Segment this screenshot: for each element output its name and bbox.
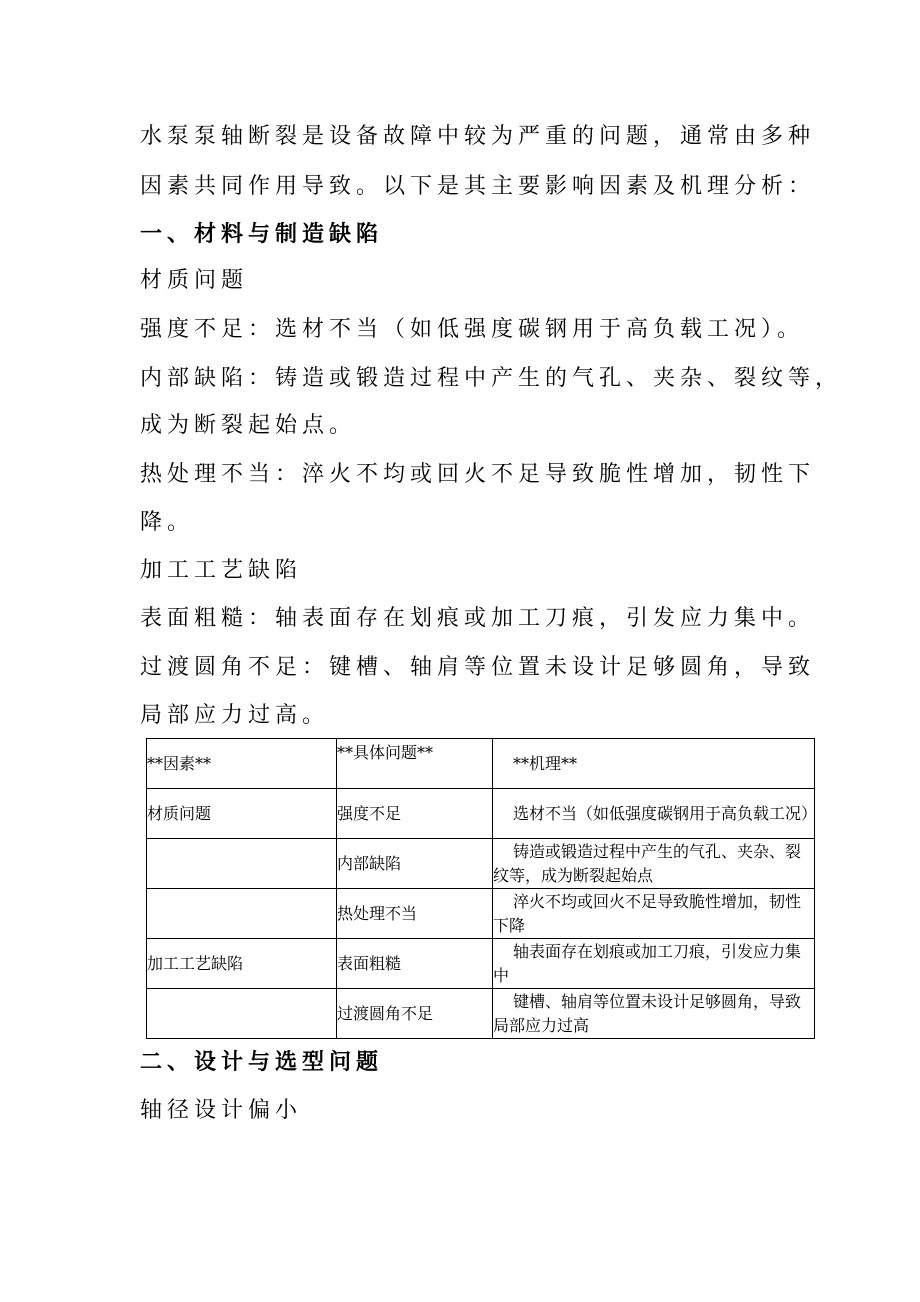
cell-factor bbox=[147, 989, 337, 1039]
cell-factor: 材质问题 bbox=[147, 789, 337, 839]
cell-factor bbox=[147, 889, 337, 939]
item-heat-treatment-line-2: 降。 bbox=[140, 510, 195, 535]
cell-issue: 强度不足 bbox=[337, 789, 493, 839]
header-factor: **因素** bbox=[147, 739, 337, 789]
intro-line-1: 水泵泵轴断裂是设备故障中较为严重的问题，通常由多种 bbox=[140, 124, 816, 149]
section-1-heading: 一、材料与制造缺陷 bbox=[140, 222, 384, 247]
item-fillet-line-1: 过渡圆角不足：键槽、轴肩等位置未设计足够圆角，导致 bbox=[140, 655, 816, 680]
cell-issue: 热处理不当 bbox=[337, 889, 493, 939]
table-row bbox=[147, 939, 815, 989]
item-internal-defect-line-1: 内部缺陷：铸造或锻造过程中产生的气孔、夹杂、裂纹等， bbox=[140, 366, 843, 391]
cell-mechanism: 淬火不均或回火不足导致脆性增加，韧性下降 bbox=[493, 889, 815, 939]
subheading-process: 加工工艺缺陷 bbox=[140, 558, 303, 583]
cell-factor: 加工工艺缺陷 bbox=[147, 939, 337, 989]
item-heat-treatment-line-1: 热处理不当：淬火不均或回火不足导致脆性增加，韧性下 bbox=[140, 462, 816, 487]
header-issue: **具体问题** bbox=[337, 739, 493, 789]
cell-mechanism: 铸造或锻造过程中产生的气孔、夹杂、裂纹等，成为断裂起始点 bbox=[493, 839, 815, 889]
item-strength: 强度不足：选材不当（如低强度碳钢用于高负载工况）。 bbox=[140, 317, 805, 342]
table-row bbox=[147, 839, 815, 889]
cell-issue: 表面粗糙 bbox=[337, 939, 493, 989]
cell-mechanism: 选材不当（如低强度碳钢用于高负载工况） bbox=[493, 789, 815, 839]
intro-line-2: 因素共同作用导致。以下是其主要影响因素及机理分析： bbox=[140, 174, 816, 199]
section-2-heading: 二、设计与选型问题 bbox=[140, 1050, 384, 1075]
table-header-row bbox=[147, 739, 815, 789]
factor-table bbox=[146, 738, 818, 1039]
cell-mechanism: 轴表面存在划痕或加工刀痕，引发应力集中 bbox=[493, 939, 815, 989]
cell-issue: 过渡圆角不足 bbox=[337, 989, 493, 1039]
cell-mechanism: 键槽、轴肩等位置未设计足够圆角，导致局部应力过高 bbox=[493, 989, 815, 1039]
table-row bbox=[147, 889, 815, 939]
subheading-material: 材质问题 bbox=[140, 268, 249, 293]
table-row bbox=[147, 789, 815, 839]
table-row bbox=[147, 989, 815, 1039]
subheading-shaft-diameter: 轴径设计偏小 bbox=[140, 1098, 303, 1123]
item-internal-defect-line-2: 成为断裂起始点。 bbox=[140, 413, 357, 438]
header-mechanism: **机理** bbox=[493, 739, 815, 789]
item-fillet-line-2: 局部应力过高。 bbox=[140, 703, 330, 728]
cell-issue: 内部缺陷 bbox=[337, 839, 493, 889]
item-surface-roughness: 表面粗糙：轴表面存在划痕或加工刀痕，引发应力集中。 bbox=[140, 606, 816, 631]
cell-factor bbox=[147, 839, 337, 889]
